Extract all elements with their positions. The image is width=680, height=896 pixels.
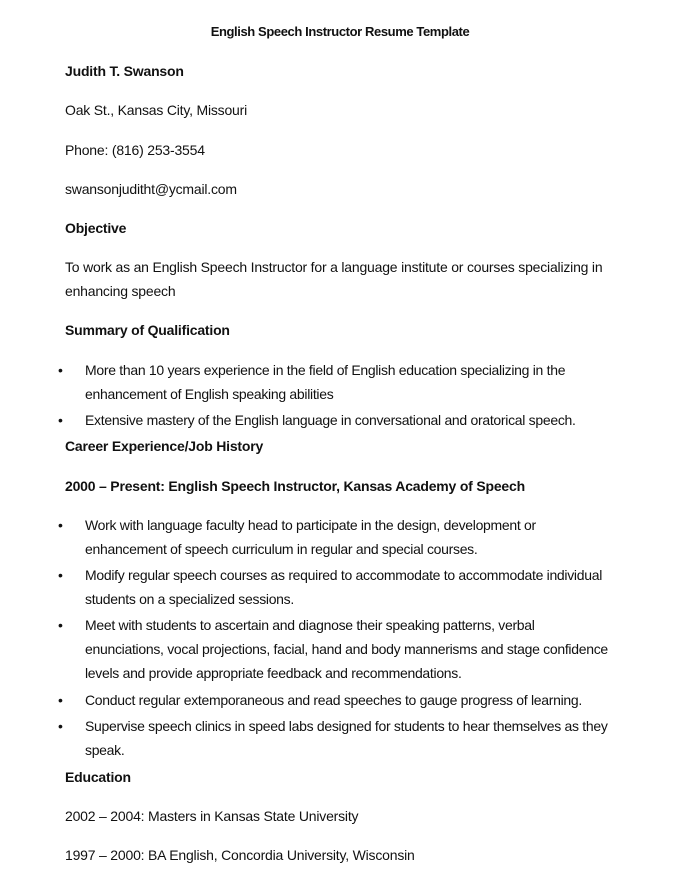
duty-line: Supervise speech clinics in speed labs designed for students to hear themselves as they [85, 718, 608, 734]
education-entry: 1997 – 2000: BA English, Concordia University, Wisconsin [65, 847, 415, 863]
education-entry: 2002 – 2004: Masters in Kansas State University [65, 808, 359, 824]
bullet-icon: • [58, 718, 63, 734]
duty-line: students on a specialized sessions. [85, 591, 294, 607]
bullet-icon: • [58, 617, 63, 633]
duty-line: Meet with students to ascertain and diagnose their speaking patterns, verbal [85, 617, 535, 633]
summary-item-line: Extensive mastery of the English language in conversational and oratorical speech. [85, 412, 576, 428]
duty-line: levels and provide appropriate feedback and recommendations. [85, 665, 462, 681]
duty-line: Modify regular speech courses as required to accommodate to accommodate individual [85, 567, 603, 583]
duty-line: enunciations, vocal projections, facial, hand and body mannerisms and stage confidence [85, 641, 608, 657]
bullet-icon: • [58, 412, 63, 428]
duty-line: Conduct regular extemporaneous and read speeches to gauge progress of learning. [85, 692, 582, 708]
bullet-icon: • [58, 517, 63, 533]
objective-line: enhancing speech [65, 283, 176, 299]
summary-item-line: enhancement of English speaking abilities [85, 386, 334, 402]
address: Oak St., Kansas City, Missouri [65, 102, 248, 118]
objective-heading: Objective [65, 220, 127, 236]
education-heading: Education [65, 769, 131, 785]
career-heading: Career Experience/Job History [65, 438, 264, 454]
job-title: 2000 – Present: English Speech Instructor, Kansas Academy of Speech [65, 478, 525, 494]
applicant-name: Judith T. Swanson [65, 63, 184, 79]
bullet-icon: • [58, 692, 63, 708]
duty-line: enhancement of speech curriculum in regular and special courses. [85, 541, 478, 557]
objective-line: To work as an English Speech Instructor for a language institute or courses specializing in [65, 259, 603, 275]
bullet-icon: • [58, 362, 63, 378]
summary-item-line: More than 10 years experience in the field of English education specializing in the [85, 362, 566, 378]
duty-line: Work with language faculty head to participate in the design, development or [85, 517, 536, 533]
bullet-icon: • [58, 567, 63, 583]
phone: Phone: (816) 253-3554 [65, 142, 205, 158]
email: swansonjuditht@ycmail.com [65, 181, 237, 197]
duty-line: speak. [85, 742, 125, 758]
document-title: English Speech Instructor Resume Template [210, 24, 470, 39]
summary-heading: Summary of Qualification [65, 322, 230, 338]
